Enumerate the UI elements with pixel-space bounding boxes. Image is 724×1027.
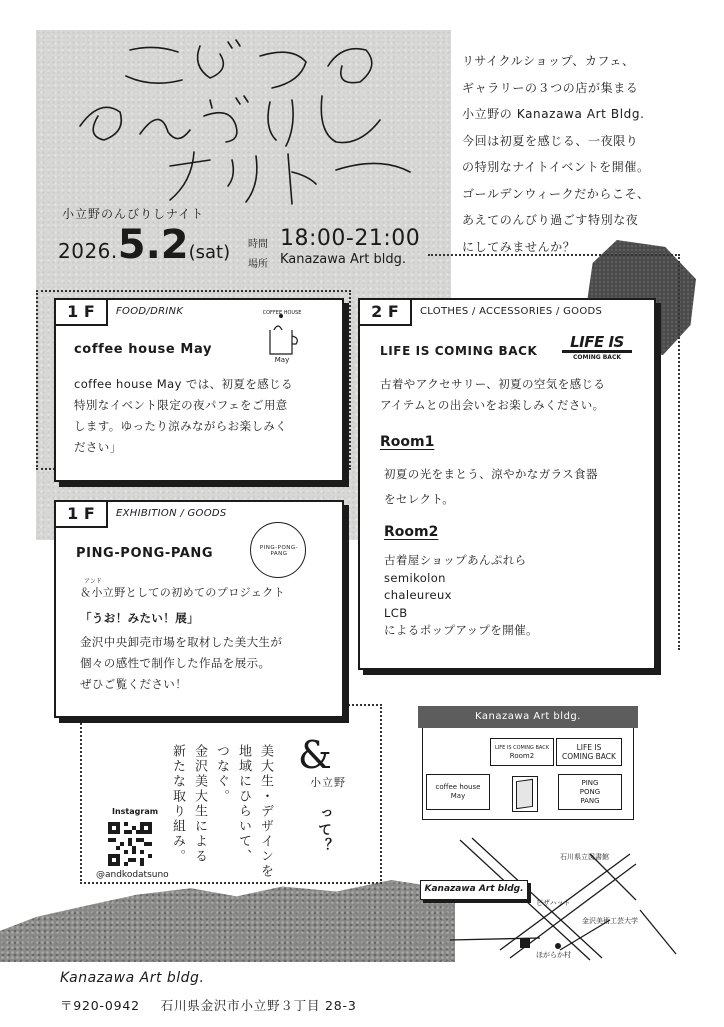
room-label: LIFE IS COMING BACK [494, 745, 550, 751]
building-life-is-coming-back [556, 738, 622, 766]
map-library-label: 石川県立図書館 [560, 853, 609, 861]
room1-title: Room1 [380, 434, 435, 450]
shop-description [74, 374, 336, 458]
footer-street: 石川県金沢市小立野３丁目 28-3 [160, 998, 357, 1013]
project-intro: ＆小立野としての初めてのプロジェクト [80, 586, 285, 599]
description-line: します。ゆったり涼みながらお楽しみく [74, 419, 288, 433]
description-line: semikolon [384, 570, 446, 585]
intro-line: あえてのんびり過ごす特別な夜 [462, 213, 639, 227]
handwritten-title [60, 36, 430, 206]
room-label: LIFE IS [576, 743, 602, 752]
ruby-text: アンド [84, 578, 102, 585]
andk-column: 金沢美大生による [192, 744, 207, 864]
event-subtitle: 小立野のんびりしナイト [62, 207, 205, 221]
andk-column: 美大生・デザインを [258, 744, 273, 879]
logo-caption: May [274, 356, 290, 364]
andk-question: って？ [316, 806, 332, 854]
logo-caption: COFFEE HOUSE [262, 310, 302, 316]
floor-tag: 1 F [54, 298, 108, 326]
room1-description [384, 462, 652, 512]
intro-line: ゴールデンウィークだからこそ、 [462, 186, 650, 201]
logo-sub-text: COMING BACK [572, 354, 621, 361]
place-value: Kanazawa Art bldg. [280, 252, 406, 267]
logo-ampersand: & [298, 733, 332, 777]
ping-pong-pang-ring-logo [250, 522, 306, 578]
description-line: ぜひご覧ください！ [80, 677, 188, 691]
intro-line: ギャラリーの３つの店が集まる [462, 80, 639, 95]
category-label: CLOTHES / ACCESSORIES / GOODS [420, 306, 603, 317]
shop-description [380, 374, 652, 416]
time-label: 時間 [248, 239, 268, 250]
description-line: アイテムとの出会いをお楽しみください。 [380, 398, 605, 412]
card-life-is-coming-back [358, 298, 656, 670]
description-line: 個々の感性で制作した作品を展示。 [80, 656, 271, 670]
exhibition-description [80, 632, 342, 695]
date-year: 2026. [58, 239, 118, 263]
description-line: ださい」 [74, 440, 122, 454]
room-label: coffee house [435, 783, 481, 791]
description-line: chaleureux [384, 588, 452, 602]
room-label: Room2 [509, 752, 535, 760]
map-bus-stop-label: ほがらか村 [536, 951, 571, 959]
building-room2 [490, 738, 554, 766]
logo-name: 小立野 [310, 776, 346, 789]
exhibition-title: 「うお！みたい！展」 [80, 611, 199, 625]
map-college-label: 金沢美術工芸大学 [582, 917, 638, 925]
qr-code-icon[interactable] [108, 822, 152, 866]
place-label: 場所 [248, 259, 268, 270]
ground-texture-decoration [0, 880, 455, 962]
footer-address [60, 996, 357, 1014]
coffee-cup-logo-icon [256, 310, 308, 366]
andkodatsuno-logo [298, 733, 358, 796]
card-ping-pong-pang [54, 500, 344, 718]
shop-name: coffee house May [74, 342, 213, 357]
intro-line: 小立野の Kanazawa Art Bldg. [462, 107, 645, 121]
intro-line: 今回は初夏を感じる、一夜限り [462, 133, 639, 148]
logo-ring-text: PING-PONG-PANG [259, 545, 299, 557]
room-label: PING [581, 778, 599, 787]
intro-line: リサイクルショップ、カフェ、 [462, 54, 635, 68]
room-label: PONG [579, 787, 601, 796]
map-pizza-label: ピザハット [536, 899, 571, 907]
building-header: Kanazawa Art bldg. [418, 706, 638, 728]
description-line: によるポップアップを開催。 [384, 623, 538, 637]
shop-name: LIFE IS COMING BACK [380, 344, 538, 358]
intro-line: にしてみませんか？ [462, 239, 576, 254]
map-building-label: Kanazawa Art bldg. [420, 880, 528, 900]
andk-column: 新たな取り組み。 [170, 744, 185, 864]
description-line: coffee house May では、初夏を感じる [74, 377, 293, 391]
building-entrance-door-icon [512, 776, 538, 812]
room-label: PANG [580, 796, 600, 805]
room-label: May [450, 792, 466, 800]
instagram-handle[interactable]: @andkodatsuno [96, 870, 169, 880]
room-label: COMING BACK [562, 752, 616, 761]
intro-line: の特別なナイトイベントを開催。 [462, 160, 650, 174]
date-weekday: (sat) [188, 242, 231, 263]
card-coffee-house-may [54, 298, 344, 482]
intro-text [462, 48, 712, 260]
instagram-label: Instagram [112, 807, 159, 816]
time-value: 18:00-21:00 [280, 226, 421, 251]
description-line: 古着やアクセサリー、初夏の空気を感じる [380, 377, 606, 391]
category-label: FOOD/DRINK [116, 306, 184, 317]
description-line: 金沢中央卸売市場を取材した美大生が [80, 635, 283, 649]
description-line: 初夏の光をまとう、涼やかなガラス食器 [384, 467, 598, 481]
room2-title: Room2 [384, 524, 439, 540]
shop-name: PING-PONG-PANG [76, 546, 214, 561]
footer-zip: 〒920-0942 [60, 998, 140, 1013]
andk-column: つなぐ。 [214, 744, 229, 804]
andk-column: 地域にひらいて、 [236, 744, 251, 864]
building-ping-pong-pang [558, 774, 622, 810]
description-line: LCB [384, 605, 408, 620]
event-date [58, 222, 230, 268]
floor-tag: 2 F [358, 298, 412, 326]
building-coffee-house [426, 774, 490, 810]
description-line: 特別なイベント限定の夜パフェをご用意 [74, 398, 288, 412]
life-is-logo [562, 334, 632, 361]
date-day: 5.2 [117, 222, 189, 268]
description-line: をセレクト。 [384, 492, 455, 506]
category-label: EXHIBITION / GOODS [116, 508, 227, 519]
room2-description [384, 552, 652, 640]
logo-main-text: LIFE IS [562, 334, 632, 353]
description-line: 古着屋ショップあんぷれら [384, 553, 527, 567]
floor-tag: 1 F [54, 500, 108, 528]
footer-venue-name: Kanazawa Art bldg. [60, 970, 205, 986]
